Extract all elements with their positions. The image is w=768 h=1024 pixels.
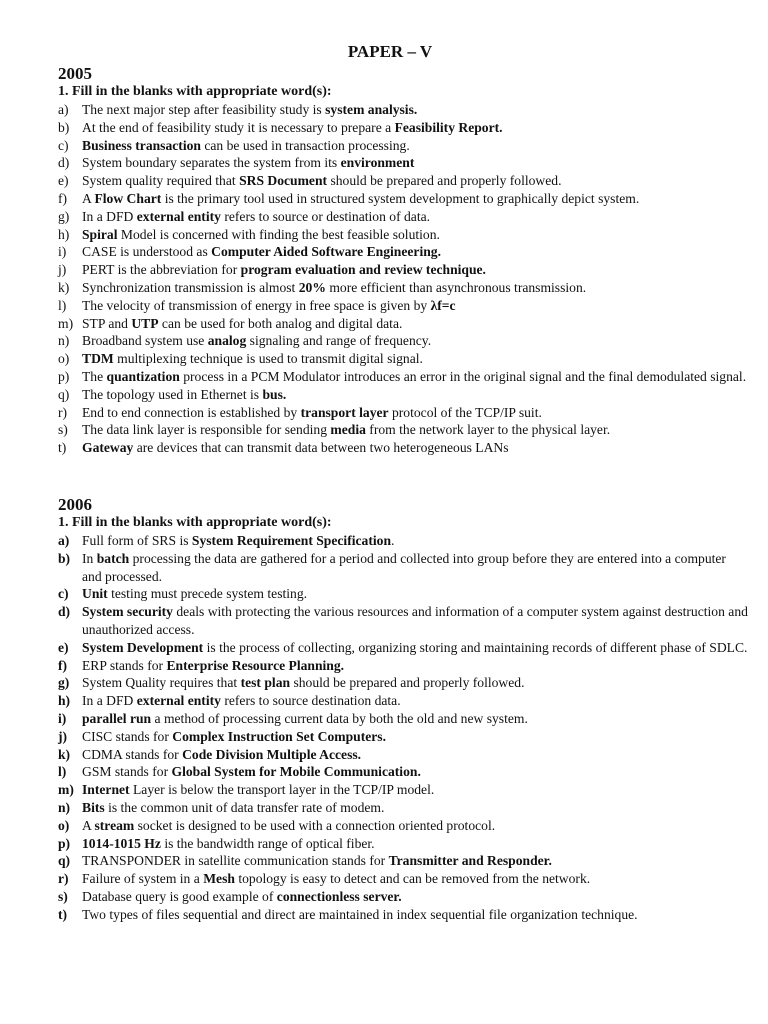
item-marker: h) <box>58 693 71 709</box>
question-text: GSM stands for <box>82 764 172 780</box>
item-marker: l) <box>58 297 67 313</box>
question-item <box>58 585 748 603</box>
item-marker: p) <box>58 835 71 851</box>
question-item <box>58 190 748 208</box>
item-marker: b) <box>58 550 71 566</box>
question-text: STP and <box>82 315 132 331</box>
question-item <box>58 243 748 261</box>
question-item <box>58 710 748 728</box>
question-item <box>58 315 748 333</box>
item-marker: k) <box>58 279 70 295</box>
answer-text: Mesh <box>203 871 235 887</box>
answer-text: external entity <box>136 693 221 709</box>
question-text: In a DFD <box>82 208 137 224</box>
question-text: should be prepared and properly followed. <box>290 675 525 691</box>
question-item <box>58 852 748 870</box>
question-text: In <box>82 550 97 566</box>
answer-text: bus. <box>262 386 287 402</box>
question-item <box>58 550 748 586</box>
answer-text: Flow Chart <box>94 190 162 206</box>
question-text: processing the data are gathered for a period and collected into group before they are entered into a computer and processed. <box>82 550 726 584</box>
question-text: Model is concerned with finding the best feasible solution. <box>117 226 440 242</box>
item-marker: p) <box>58 368 70 384</box>
question-text: Two types of files sequential and direct are maintained in index sequential file organization technique. <box>82 906 638 922</box>
section-year-2006: 2006 <box>58 495 92 514</box>
question-text: In a DFD <box>82 693 137 709</box>
question-item <box>58 261 748 279</box>
answer-text: batch <box>96 550 130 566</box>
question-text: CISC stands for <box>82 728 173 744</box>
answer-text: Enterprise Resource Planning. <box>166 657 345 673</box>
question-text: CDMA stands for <box>82 746 183 762</box>
item-marker: g) <box>58 208 70 224</box>
question-text: deals with protecting the various resources and information of a computer system against destruction and unauthorized access. <box>82 604 748 637</box>
question-text: is the process of collecting, organizing storing and maintaining records of different phase of SDLC. <box>203 639 748 655</box>
question-item <box>58 728 748 746</box>
question-text: signaling and range of frequency. <box>246 333 432 349</box>
question-text: System quality required that <box>82 173 240 189</box>
question-text: refers to source destination data. <box>220 693 401 709</box>
answer-text: test plan <box>240 675 291 691</box>
answer-text: Complex Instruction Set Computers. <box>172 728 386 744</box>
answer-text: System Requirement Specification <box>191 533 392 548</box>
question-text: a method of processing current data by both the old and new system. <box>151 710 528 726</box>
item-marker: b) <box>58 119 70 135</box>
answer-text: external entity <box>136 208 221 224</box>
item-marker: s) <box>58 888 68 904</box>
question-item <box>58 350 748 368</box>
question-item <box>58 906 748 924</box>
answer-text: quantization <box>106 368 180 384</box>
question-text: is the bandwidth range of optical fiber. <box>160 835 375 851</box>
question-text: can be used in transaction processing. <box>200 137 410 153</box>
item-marker: d) <box>58 155 70 171</box>
answer-text: Computer Aided Software Engineering. <box>211 244 441 260</box>
answer-text: TDM <box>82 351 114 367</box>
answer-text: 1014-1015 Hz <box>82 835 161 851</box>
answer-text: System Development <box>82 639 204 655</box>
question-text: Layer is below the transport layer in the TCP/IP model. <box>129 782 435 798</box>
question-item <box>58 870 748 888</box>
question-list-2005 <box>58 101 748 457</box>
question-text: TRANSPONDER in satellite communication stands for <box>82 853 389 869</box>
item-marker: s) <box>58 422 68 438</box>
question-text: from the network layer to the physical layer. <box>365 422 611 438</box>
question-item <box>58 439 748 457</box>
answer-text: System security <box>82 604 173 620</box>
item-marker: l) <box>58 764 67 780</box>
answer-text: SRS Document <box>239 173 328 189</box>
section-year-2005: 2005 <box>58 64 92 83</box>
answer-text: Bits <box>82 799 105 815</box>
question-text: Database query is good example of <box>82 888 277 904</box>
question-text: refers to source or destination of data. <box>220 208 431 224</box>
answer-text: λf=c <box>430 297 456 313</box>
question-item <box>58 603 748 639</box>
question-text: . <box>391 533 395 548</box>
answer-text: analog <box>207 333 247 349</box>
question-item <box>58 404 748 422</box>
question-item <box>58 332 748 350</box>
answer-text: media <box>330 422 366 438</box>
answer-text: Spiral <box>82 226 118 242</box>
question-text: is the common unit of data transfer rate of modem. <box>104 799 385 815</box>
item-marker: h) <box>58 226 70 242</box>
question-text: At the end of feasibility study it is necessary to prepare a <box>82 119 395 135</box>
answer-text: Gateway <box>82 440 134 456</box>
question-item <box>58 835 748 853</box>
answer-text: system analysis. <box>325 102 418 117</box>
question-text: topology is easy to detect and can be removed from the network. <box>234 871 591 887</box>
answer-text: 20% <box>298 279 326 295</box>
item-marker: j) <box>58 728 68 744</box>
item-marker: a) <box>58 533 70 548</box>
page-title: PAPER – V <box>347 42 433 61</box>
item-marker: o) <box>58 351 70 367</box>
item-marker: e) <box>58 173 69 189</box>
question-list-2006 <box>58 532 748 924</box>
question-text: CASE is understood as <box>82 244 212 260</box>
item-marker: d) <box>58 604 71 620</box>
item-marker: c) <box>58 586 69 602</box>
answer-text: Code Division Multiple Access. <box>182 746 362 762</box>
question-text: The <box>82 368 107 384</box>
question-text: A <box>82 190 95 206</box>
question-item <box>58 154 748 172</box>
question-item <box>58 297 748 315</box>
answer-text: parallel run <box>82 710 152 726</box>
answer-text: Internet <box>82 782 130 798</box>
question-text: Full form of SRS is <box>82 533 192 548</box>
question-item <box>58 532 748 550</box>
item-marker: o) <box>58 817 70 833</box>
item-marker: g) <box>58 675 70 691</box>
answer-text: Feasibility Report. <box>394 119 503 135</box>
answer-text: program evaluation and review technique. <box>240 262 486 278</box>
answer-text: environment <box>340 155 415 171</box>
question-text: End to end connection is established by <box>82 404 301 420</box>
question-item <box>58 639 748 657</box>
question-item <box>58 746 748 764</box>
item-marker: m) <box>58 782 74 798</box>
question-text: Failure of system in a <box>82 871 204 887</box>
question-item <box>58 119 748 137</box>
question-item <box>58 763 748 781</box>
item-marker: f) <box>58 190 68 206</box>
answer-text: Business transaction <box>82 137 201 153</box>
answer-text: Unit <box>82 586 108 602</box>
question-item <box>58 421 748 439</box>
section-heading-2006: 1. Fill in the blanks with appropriate word(s): <box>58 515 332 530</box>
answer-text: Global System for Mobile Communication. <box>171 764 421 780</box>
answer-text: transport layer <box>300 404 389 420</box>
item-marker: k) <box>58 746 71 762</box>
question-item <box>58 657 748 675</box>
question-text: A <box>82 817 95 833</box>
item-marker: m) <box>58 315 74 331</box>
question-item <box>58 172 748 190</box>
question-text: process in a PCM Modulator introduces an error in the original signal and the final demodulated signal. <box>179 368 747 384</box>
question-text: System boundary separates the system from its <box>82 155 341 171</box>
question-item <box>58 368 748 386</box>
item-marker: r) <box>58 404 68 420</box>
item-marker: t) <box>58 906 68 922</box>
question-text: Synchronization transmission is almost <box>82 279 299 295</box>
question-item <box>58 817 748 835</box>
question-text: System Quality requires that <box>82 675 241 691</box>
question-item <box>58 137 748 155</box>
question-item <box>58 208 748 226</box>
item-marker: n) <box>58 333 70 349</box>
item-marker: t) <box>58 440 67 456</box>
answer-text: stream <box>94 817 135 833</box>
question-item <box>58 386 748 404</box>
item-marker: r) <box>58 871 69 887</box>
question-item <box>58 279 748 297</box>
item-marker: q) <box>58 853 71 869</box>
item-marker: j) <box>58 262 67 278</box>
item-marker: i) <box>58 710 67 726</box>
answer-text: Transmitter and Responder. <box>388 853 552 869</box>
question-text: more efficient than asynchronous transmission. <box>325 279 587 295</box>
question-text: The velocity of transmission of energy in free space is given by <box>82 297 431 313</box>
answer-text: UTP <box>131 315 159 331</box>
question-text: are devices that can transmit data between two heterogeneous LANs <box>133 440 509 456</box>
item-marker: q) <box>58 386 70 402</box>
question-item <box>58 674 748 692</box>
question-text: can be used for both analog and digital data. <box>158 315 403 331</box>
question-item <box>58 101 748 119</box>
question-text: is the primary tool used in structured system development to graphically depict system. <box>161 190 640 206</box>
question-text: The data link layer is responsible for sending <box>82 422 331 438</box>
question-item <box>58 799 748 817</box>
item-marker: f) <box>58 657 68 673</box>
answer-text: connectionless server. <box>276 888 402 904</box>
question-text: should be prepared and properly followed. <box>327 173 562 189</box>
item-marker: e) <box>58 639 69 655</box>
question-text: multiplexing technique is used to transmit digital signal. <box>113 351 423 367</box>
question-item <box>58 781 748 799</box>
question-text: PERT is the abbreviation for <box>82 262 241 278</box>
item-marker: c) <box>58 137 69 153</box>
question-text: protocol of the TCP/IP suit. <box>388 404 542 420</box>
question-item <box>58 888 748 906</box>
question-text: testing must precede system testing. <box>107 586 308 602</box>
item-marker: i) <box>58 244 67 260</box>
question-text: ERP stands for <box>82 657 167 673</box>
item-marker: n) <box>58 799 71 815</box>
question-text: Broadband system use <box>82 333 208 349</box>
question-text: The next major step after feasibility study is <box>82 102 326 117</box>
section-heading-2005: 1. Fill in the blanks with appropriate word(s): <box>58 84 332 99</box>
question-item <box>58 692 748 710</box>
question-item <box>58 226 748 244</box>
question-text: socket is designed to be used with a connection oriented protocol. <box>134 817 496 833</box>
item-marker: a) <box>58 102 69 117</box>
question-text: The topology used in Ethernet is <box>82 386 263 402</box>
